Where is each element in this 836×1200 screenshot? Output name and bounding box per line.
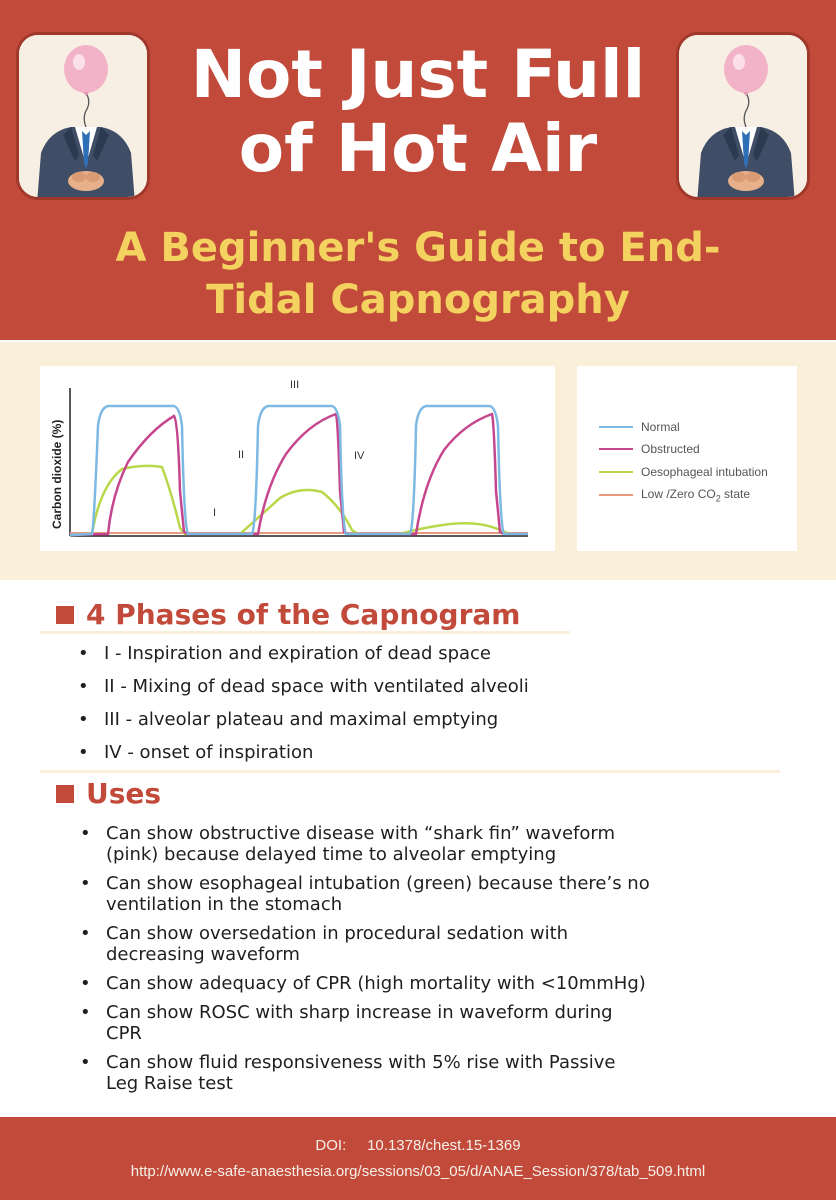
- subtitle-line-1: A Beginner's Guide to End-: [115, 225, 721, 271]
- list-item-line: Can show ROSC with sharp increase in waveform during: [106, 1002, 613, 1023]
- page-title: [160, 38, 676, 186]
- legend-item-low-zero-co2: [599, 486, 750, 504]
- list-item: [80, 873, 786, 915]
- bullet-icon: •: [78, 643, 89, 664]
- list-item-line: decreasing waveform: [106, 944, 300, 965]
- legend-label: Oesophageal intubation: [641, 465, 768, 479]
- list-item: [80, 973, 786, 994]
- balloon-head-businessman-icon: [16, 32, 150, 200]
- subtitle-line-2: Tidal Capnography: [206, 277, 630, 323]
- list-item: [78, 676, 704, 698]
- title-line-1: Not Just Full: [190, 36, 646, 113]
- list-item-text: IV - onset of inspiration: [104, 742, 314, 763]
- series-obstructed-line: [70, 414, 528, 535]
- title-line-2: of Hot Air: [238, 110, 598, 187]
- legend-swatch: [599, 426, 633, 428]
- list-item-text: II - Mixing of dead space with ventilated alveoli: [104, 676, 529, 697]
- list-item: [78, 643, 704, 665]
- bullet-icon: •: [80, 823, 91, 844]
- y-axis-label: Carbon dioxide (%): [50, 419, 64, 529]
- list-item: [78, 742, 704, 764]
- legend-label-suffix: state: [720, 486, 751, 501]
- legend-label: Obstructed: [641, 442, 700, 456]
- legend-swatch: [599, 471, 633, 473]
- uses-list: [80, 823, 786, 1102]
- bullet-icon: •: [80, 873, 91, 894]
- bullet-icon: •: [78, 676, 89, 697]
- series-normal-line: [70, 406, 528, 535]
- phase-label-IV: IV: [354, 450, 365, 462]
- capnogram-chart: [40, 366, 555, 551]
- phase-label-I: I: [213, 507, 217, 519]
- list-item: [80, 1002, 786, 1044]
- page-subtitle: [40, 222, 796, 326]
- legend-swatch: [599, 494, 633, 496]
- list-item: [80, 923, 786, 965]
- list-item: [78, 709, 704, 731]
- list-item-line: Can show adequacy of CPR (high mortality with <10mmHg): [106, 973, 646, 994]
- list-item: [80, 1052, 786, 1094]
- phases-heading: [56, 597, 520, 633]
- legend-label: [641, 487, 750, 503]
- bullet-icon: •: [78, 709, 89, 730]
- list-item: [80, 823, 786, 865]
- phases-list: [78, 643, 704, 775]
- source-url-link[interactable]: http://www.e-safe-anaesthesia.org/sessions/03_05/d/ANAE_Session/378/tab_509.html: [130, 1163, 706, 1180]
- legend-label: Normal: [641, 420, 680, 434]
- list-item-line: Leg Raise test: [106, 1073, 233, 1094]
- list-item-line: Can show fluid responsiveness with 5% rise with Passive: [106, 1052, 616, 1073]
- bullet-icon: •: [80, 973, 91, 994]
- bullet-icon: •: [80, 1002, 91, 1023]
- phase-label-II: II: [238, 449, 245, 461]
- phase-label-III: III: [290, 379, 300, 391]
- list-item-line: Can show esophageal intubation (green) because there’s no: [106, 873, 650, 894]
- legend-item-oesophageal-intubation: [599, 463, 768, 481]
- list-item-line: ventilation in the stomach: [106, 894, 343, 915]
- legend-swatch: [599, 448, 633, 450]
- list-item-text: III - alveolar plateau and maximal emptying: [104, 709, 499, 730]
- uses-heading-text: Uses: [86, 777, 162, 810]
- footer: [0, 1117, 836, 1200]
- bullet-icon: •: [80, 1052, 91, 1073]
- heading-square-icon: [56, 606, 74, 624]
- series-oesophageal-intubation-line: [70, 466, 528, 535]
- list-item-line: (pink) because delayed time to alveolar emptying: [106, 844, 557, 865]
- chart-legend: [577, 366, 797, 551]
- doi-reference: DOI: 10.1378/chest.15-1369: [315, 1137, 521, 1154]
- list-item-line: Can show obstructive disease with “shark fin” waveform: [106, 823, 615, 844]
- heading-square-icon: [56, 785, 74, 803]
- balloon-head-businessman-icon: [676, 32, 810, 200]
- list-item-text: I - Inspiration and expiration of dead space: [104, 643, 492, 664]
- legend-item-normal: [599, 418, 680, 436]
- list-item-line: Can show oversedation in procedural sedation with: [106, 923, 569, 944]
- bullet-icon: •: [78, 742, 89, 763]
- legend-label-subscript: 2: [715, 493, 721, 504]
- bullet-icon: •: [80, 923, 91, 944]
- heading-underline: [40, 770, 780, 773]
- header-banner: [0, 0, 836, 340]
- legend-label-prefix: Low /Zero CO: [641, 486, 716, 501]
- phases-heading-text: 4 Phases of the Capnogram: [86, 598, 521, 631]
- uses-heading: [56, 776, 161, 812]
- list-item-line: CPR: [106, 1023, 142, 1044]
- legend-item-obstructed: [599, 440, 700, 458]
